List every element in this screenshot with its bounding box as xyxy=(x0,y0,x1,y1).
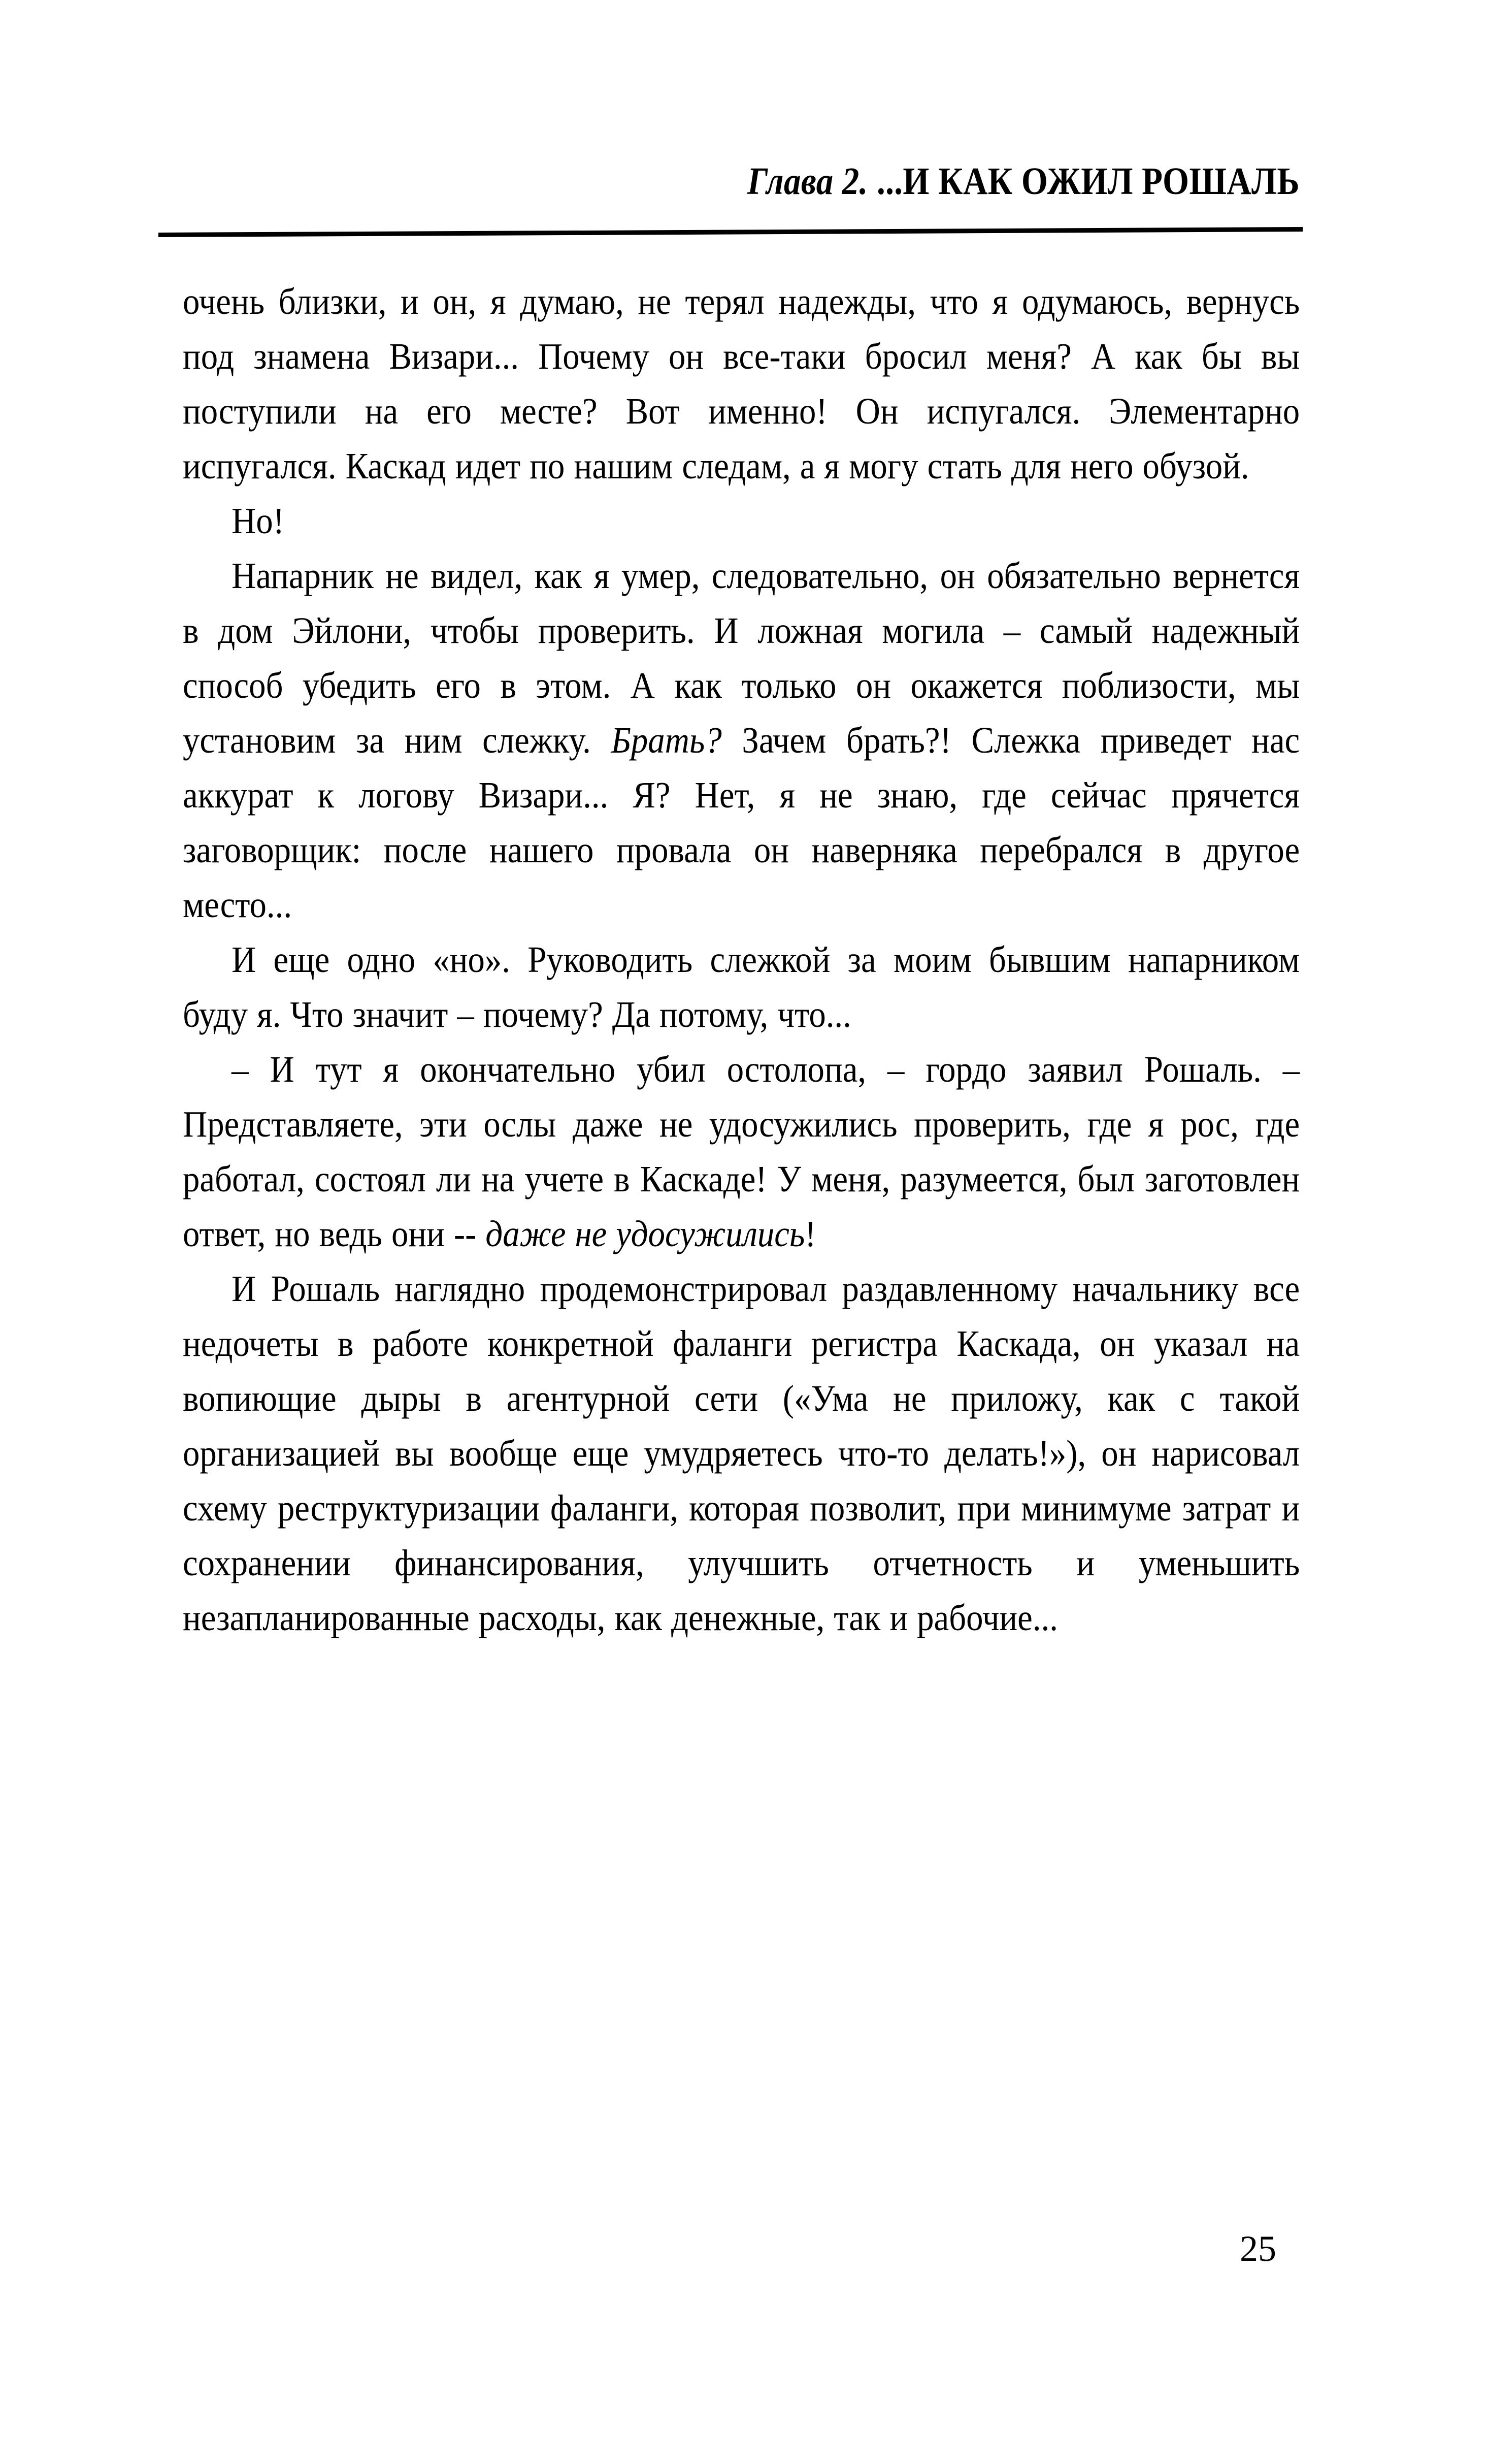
body-paragraph xyxy=(183,494,1300,548)
running-head-chapter-label: Глава 2. xyxy=(747,160,868,203)
text-run: Зачем брать?! Слежка приведет нас аккурат к логову Визари... Я? Нет, я не знаю, где сейчас прячется заговорщик: после нашего провала он наверняка перебрался в другое место... xyxy=(183,720,1300,925)
running-head-chapter-title: ...И КАК ОЖИЛ РОШАЛЬ xyxy=(876,160,1300,203)
text-run: – И тут я окончательно убил остолопа, – гордо заявил Рошаль. – Представляете, эти ослы даже не удосужились проверить, где я рос, где работал, состоял ли на учете в Каскаде! У меня, разумеется, был заготовлен ответ, но ведь они -- xyxy=(183,1049,1300,1254)
body-paragraph xyxy=(183,548,1300,932)
body-paragraph xyxy=(183,1261,1300,1645)
text-run: Но! xyxy=(232,500,284,541)
body-paragraph xyxy=(183,274,1300,494)
text-run: Напарник не видел, как я умер, следовательно, он обязательно вернется в дом Эйлони, чтобы проверить. И ложная могила – самый надежный способ убедить его в этом. А как только он окажется поблизости, мы установим за ним слежку. xyxy=(183,555,1300,761)
emphasized-text-run: Брать? xyxy=(611,720,722,761)
body-text-column xyxy=(183,274,1300,1645)
running-head xyxy=(317,161,1300,202)
header-divider-rule xyxy=(158,227,1303,237)
body-paragraph xyxy=(183,932,1300,1042)
text-run: И Рошаль наглядно продемонстрировал раздавленному начальнику все недочеты в работе конкретной фаланги регистра Каскада, он указал на вопиющие дыры в агентурной сети («Ума не приложу, как с такой организацией вы вообще еще умудряетесь что-то делать!»), он нарисовал схему реструктуризации фаланги, которая позволит, при минимуме затрат и сохранении финансирования, улучшить отчетность и уменьшить незапланированные расходы, как денежные, так и рабочие... xyxy=(183,1268,1300,1638)
page-number: 25 xyxy=(1240,2228,1276,2269)
emphasized-text-run: даже не удосужились xyxy=(485,1213,805,1254)
body-paragraph xyxy=(183,1042,1300,1261)
text-run: очень близки, и он, я думаю, не терял надежды, что я одумаюсь, вернусь под знамена Визари... Почему он все-таки бросил меня? А как бы вы поступили на его месте? Вот именно! Он испугался. Элементарно испугался. Каскад идет по нашим следам, а я могу стать для него обузой. xyxy=(183,281,1300,487)
text-run: И еще одно «но». Руководить слежкой за моим бывшим напарником буду я. Что значит – почему? Да потому, что... xyxy=(183,939,1300,1035)
text-run: ! xyxy=(805,1213,816,1254)
